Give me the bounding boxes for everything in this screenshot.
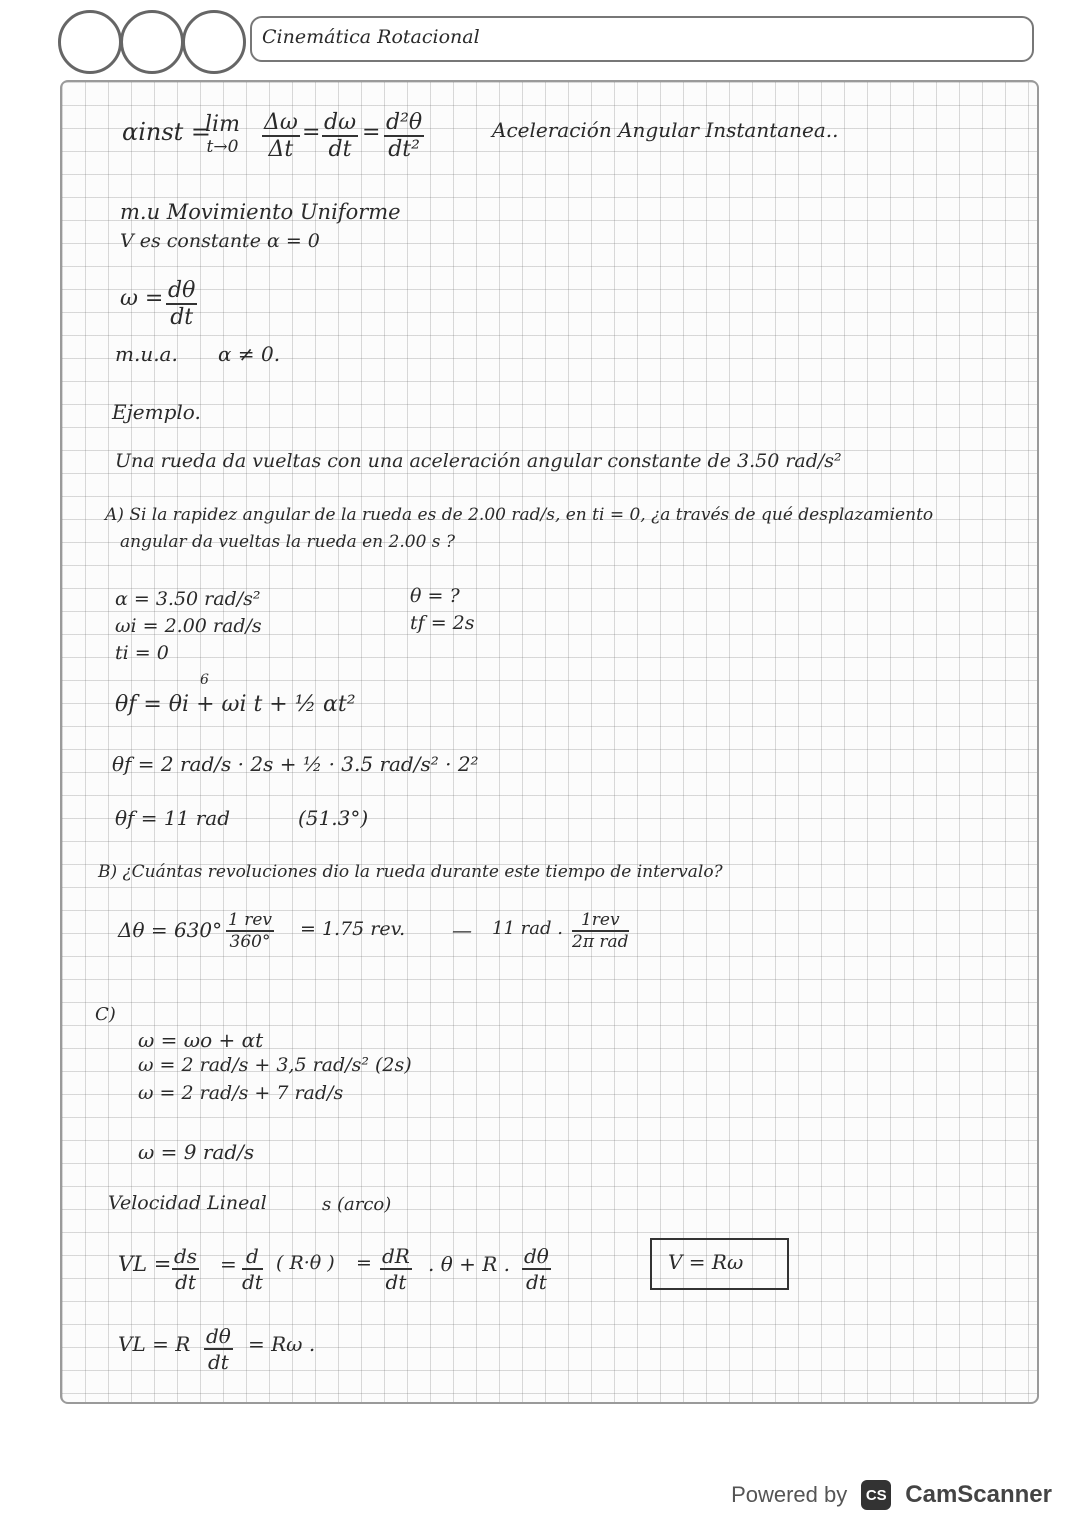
fraction-rad [572,910,629,952]
c-line-1: ω = ωo + αt [138,1028,264,1052]
fraction-num: 1 rev [228,910,273,930]
fraction-dw [322,110,358,162]
s-arco: s (arco) [322,1194,392,1215]
fraction-vl2 [204,1324,233,1374]
given-alpha: α = 3.50 rad/s² [115,588,261,610]
eq-sign: = [302,120,321,145]
powered-by-text: Powered by [731,1482,848,1507]
fraction-num: dθ [524,1244,549,1268]
camscanner-logo-icon: CS [861,1480,891,1510]
fraction-den: dt [208,1350,229,1374]
vl-eq: = [220,1252,237,1276]
fraction-num: dR [382,1244,410,1268]
fraction-d [242,1244,263,1294]
fraction-dtheta [522,1244,551,1294]
ring-3 [182,10,246,74]
inst-alpha-lhs: αinst = [122,118,212,146]
example-text: Una rueda da vueltas con una aceleración angular constante de 3.50 rad/s² [115,450,842,472]
eq-sign: = [362,120,381,145]
small-six: 6 [200,672,209,688]
w-lhs: ω = [120,286,164,311]
fraction-den: dt [242,1270,263,1294]
ring-1 [58,10,122,74]
vl2-rhs: = Rω . [248,1332,316,1356]
rev-dash: — [452,918,472,942]
equation-1: θf = θi + ωi t + ½ αt² [115,692,356,717]
fraction-num: dω [324,110,357,135]
inst-label: Aceleración Angular Instantanea.. [492,118,839,142]
example-label: Ejemplo. [112,400,201,424]
question-a-line2: angular da vueltas la rueda en 2.00 s ? [120,532,456,552]
question-a-line1: A) Si la rapidez angular de la rueda es de 2.00 rad/s, en ti = 0, ¿a través de qué desplazamiento [105,505,934,525]
vl-lhs: VL = [118,1252,172,1276]
fraction-w [166,278,197,330]
mu-title: m.u Movimiento Uniforme [120,200,401,224]
fraction-rev [226,910,274,952]
vl2-lhs: VL = R [118,1332,191,1356]
rad-conv: 11 rad . [492,918,563,939]
lim-word: lim [205,112,240,137]
equation-3-deg: (51.3°) [298,806,369,830]
fraction-den: 2π rad [572,932,629,952]
fraction-num: ds [174,1244,198,1268]
fraction-num: dθ [168,278,196,303]
camscanner-footer [731,1480,1052,1510]
question-b: B) ¿Cuántas revoluciones dio la rueda durante este tiempo de intervalo? [98,862,723,882]
question-c: C) [95,1004,116,1025]
fraction-num: dθ [206,1324,231,1348]
c-line-2: ω = 2 rad/s + 3,5 rad/s² (2s) [138,1054,412,1076]
lim-sub: t→0 [206,137,239,157]
vl-mid: . θ + R . [428,1252,511,1276]
mua-cond: α ≠ 0. [218,342,281,366]
fraction-den: dt² [388,137,420,162]
vl-eq2: = [356,1252,372,1274]
page-title: Cinemática Rotacional [262,26,480,48]
vel-lineal: Velocidad Lineal [108,1192,267,1214]
vl-paren: ( R·θ ) [276,1252,335,1274]
fraction-num: 1rev [572,910,629,932]
mu-desc: V es constante α = 0 [120,230,320,252]
fraction-delta [262,110,300,162]
fraction-den: dt [526,1270,547,1294]
fraction-d2theta [384,110,424,162]
fraction-num: d [242,1244,263,1270]
mua-label: m.u.a. [115,342,178,366]
equation-2: θf = 2 rad/s · 2s + ½ · 3.5 rad/s² · 2² [112,752,479,776]
given-tf: tf = 2s [410,612,475,634]
lim-operator [205,112,240,157]
fraction-den: 360° [229,932,271,952]
c-line-4: ω = 9 rad/s [138,1140,255,1164]
rev-result: = 1.75 rev. [300,918,406,940]
fraction-den: dt [385,1270,407,1294]
fraction-den: Δt [268,137,294,162]
fraction-den: dt [170,305,194,330]
given-ti: ti = 0 [115,642,169,664]
result-box-text: V = Rω [668,1250,744,1274]
equation-3: θf = 11 rad [115,806,231,830]
fraction-den: dt [175,1270,196,1294]
fraction-dr [380,1244,412,1294]
fraction-num: Δω [264,110,298,135]
ring-2 [120,10,184,74]
given-wi: ωi = 2.00 rad/s [115,615,262,637]
given-theta: θ = ? [410,585,460,607]
fraction-ds [172,1244,199,1294]
rev-lhs: Δθ = 630° [118,918,223,942]
c-line-3: ω = 2 rad/s + 7 rad/s [138,1082,344,1104]
fraction-den: dt [328,137,352,162]
fraction-num: d²θ [386,110,423,135]
camscanner-brand: CamScanner [905,1481,1052,1508]
